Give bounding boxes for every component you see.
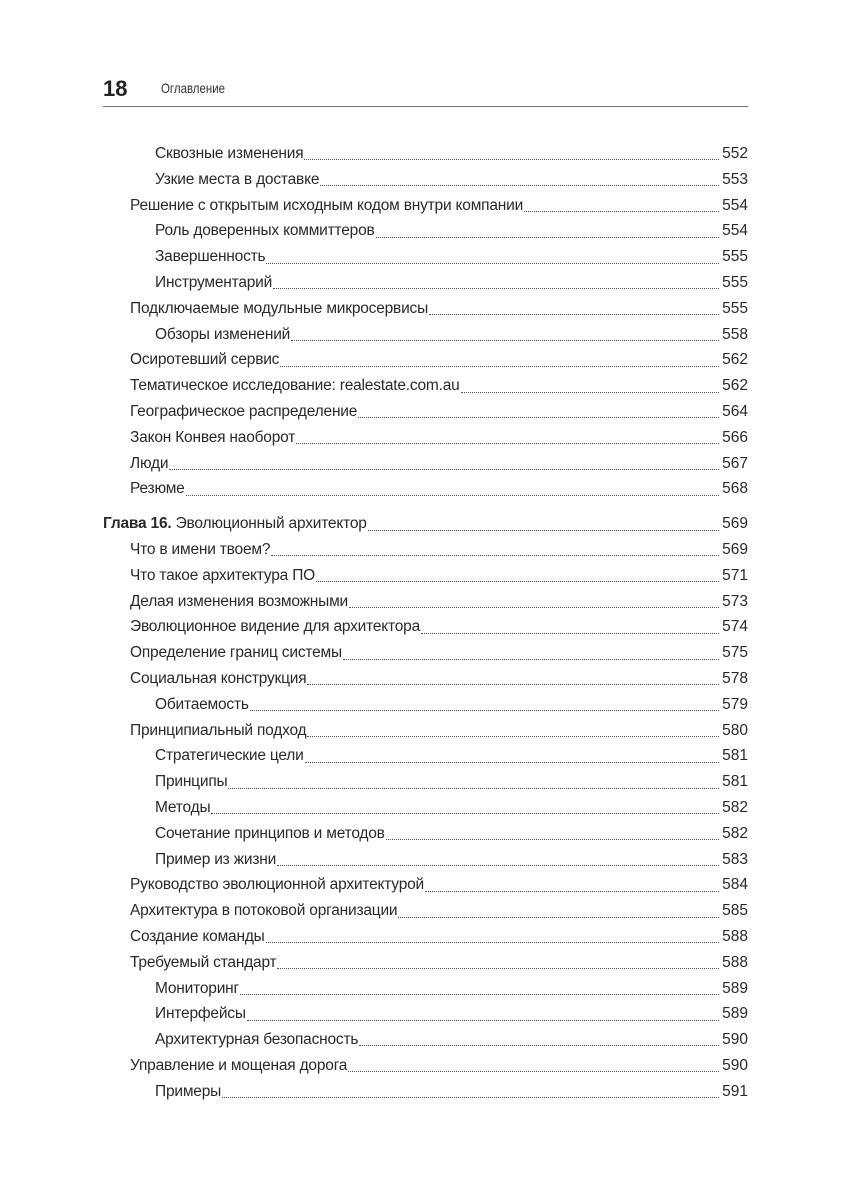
toc-entry[interactable] bbox=[103, 692, 748, 718]
toc-page-number: 553 bbox=[722, 170, 748, 188]
toc-entry-text: Руководство эволюционной архитектурой bbox=[130, 876, 424, 894]
toc-entry[interactable] bbox=[103, 872, 748, 898]
dot-leader bbox=[280, 366, 719, 367]
toc-entry-text: Требуемый стандарт bbox=[130, 953, 277, 971]
toc-entry[interactable] bbox=[103, 1027, 748, 1053]
toc-entry[interactable] bbox=[103, 476, 748, 502]
toc-entry[interactable] bbox=[103, 537, 748, 563]
toc-page-number: 582 bbox=[722, 798, 748, 816]
toc-entry-text: Обзоры изменений bbox=[155, 325, 291, 343]
toc-entry[interactable] bbox=[103, 218, 748, 244]
toc-entry[interactable] bbox=[103, 924, 748, 950]
toc-page-number: 569 bbox=[722, 515, 748, 533]
toc-entry-text: Управление и мощеная дорога bbox=[130, 1056, 348, 1074]
toc-entry-text: Узкие места в доставке bbox=[155, 170, 320, 188]
toc-page-number: 579 bbox=[722, 695, 748, 713]
toc-entry[interactable] bbox=[103, 193, 748, 219]
toc-entry[interactable] bbox=[103, 322, 748, 348]
dot-leader bbox=[348, 1071, 719, 1072]
toc-entry-title bbox=[130, 589, 348, 615]
toc-entry-title bbox=[155, 1001, 246, 1027]
dot-leader bbox=[186, 495, 719, 496]
toc-entry[interactable] bbox=[103, 167, 748, 193]
toc-entry-text: Инструментарий bbox=[155, 273, 273, 291]
dot-leader bbox=[266, 263, 719, 264]
running-title: Оглавление bbox=[161, 80, 226, 96]
toc-entry[interactable] bbox=[103, 821, 748, 847]
toc-entry[interactable] bbox=[103, 1053, 748, 1079]
toc-entry-text: Создание команды bbox=[130, 927, 265, 945]
toc-page-number: 552 bbox=[722, 145, 748, 162]
toc-entry-title bbox=[130, 296, 428, 322]
toc-entry[interactable] bbox=[103, 399, 748, 425]
toc-entry-text: Интерфейсы bbox=[155, 1005, 246, 1023]
toc-entry[interactable] bbox=[103, 666, 748, 692]
toc-entry-title bbox=[130, 614, 420, 640]
toc-entry[interactable] bbox=[103, 976, 748, 1002]
dot-leader bbox=[343, 659, 719, 660]
page-header bbox=[103, 74, 748, 107]
dot-leader bbox=[316, 581, 719, 582]
toc-entry-text: Подключаемые модульные микросервисы bbox=[130, 299, 429, 317]
toc-page-number: 575 bbox=[722, 644, 748, 662]
toc-page-number: 590 bbox=[722, 1031, 748, 1049]
toc-entry[interactable] bbox=[103, 451, 748, 477]
toc-entry-text: Закон Конвея наоборот bbox=[130, 428, 296, 446]
toc-entry-text: Сочетание принципов и методов bbox=[155, 824, 385, 842]
toc-entry-title bbox=[155, 1027, 358, 1053]
dot-leader bbox=[349, 607, 719, 608]
toc-entry[interactable] bbox=[103, 563, 748, 589]
dot-leader bbox=[307, 736, 719, 737]
toc-entry-title bbox=[130, 872, 424, 898]
toc-entry-text: Эволюционное видение для архитектора bbox=[130, 618, 421, 636]
toc-page-number: 590 bbox=[722, 1056, 748, 1074]
toc-entry[interactable] bbox=[103, 244, 748, 270]
toc-page-number: 581 bbox=[722, 747, 748, 765]
toc-entry-text: Пример из жизни bbox=[155, 850, 277, 868]
toc-entry-title bbox=[130, 373, 460, 399]
toc-entry-text: Обитаемость bbox=[155, 695, 249, 713]
dot-leader bbox=[359, 1045, 719, 1046]
toc-entry-text: Роль доверенных коммиттеров bbox=[155, 222, 375, 240]
toc-entry[interactable] bbox=[103, 950, 748, 976]
toc-page-number: 589 bbox=[722, 1005, 748, 1023]
toc-page-number: 568 bbox=[722, 480, 748, 498]
toc-entry-title bbox=[130, 950, 276, 976]
dot-leader bbox=[273, 288, 719, 289]
toc-entry-text: Резюме bbox=[130, 480, 185, 498]
dot-leader bbox=[211, 813, 719, 814]
toc-page-number: 573 bbox=[722, 592, 748, 610]
toc-entry-text: Что в имени твоем? bbox=[130, 540, 271, 558]
toc-entry-text: Решение с открытым исходным кодом внутри компании bbox=[130, 196, 524, 214]
toc-page-number: 562 bbox=[722, 351, 748, 369]
toc-page-number: 564 bbox=[722, 402, 748, 420]
toc-entry-text: Архитектура в потоковой организации bbox=[130, 902, 398, 920]
toc-entry-title bbox=[130, 399, 357, 425]
toc-entry[interactable] bbox=[103, 589, 748, 615]
toc-entry-title bbox=[130, 718, 306, 744]
dot-leader bbox=[266, 942, 719, 943]
toc-entry-title bbox=[155, 141, 303, 167]
toc-page-number: 554 bbox=[722, 196, 748, 214]
toc-entry-text: Архитектурная безопасность bbox=[155, 1031, 359, 1049]
toc-page-number: 571 bbox=[722, 566, 748, 584]
toc-chapter-entry[interactable] bbox=[103, 511, 748, 537]
toc-entry-text: Сквозные изменения bbox=[155, 145, 304, 162]
dot-leader bbox=[228, 788, 719, 789]
toc-entry-text: Эволюционный архитектор bbox=[171, 515, 367, 533]
toc-page-number: 567 bbox=[722, 454, 748, 472]
toc-page-number: 554 bbox=[722, 222, 748, 240]
toc-entry-title bbox=[155, 976, 239, 1002]
toc-page-number: 555 bbox=[722, 248, 748, 266]
toc-entry[interactable] bbox=[103, 1001, 748, 1027]
page-number: 18 bbox=[103, 76, 128, 101]
toc-entry-title bbox=[130, 563, 315, 589]
toc-page-number: 584 bbox=[722, 876, 748, 894]
toc-entry[interactable] bbox=[103, 373, 748, 399]
dot-leader bbox=[425, 891, 719, 892]
toc-entry-title bbox=[130, 640, 342, 666]
toc-entry-title bbox=[155, 1079, 221, 1105]
toc-entry-text: Тематическое исследование: realestate.com.au bbox=[130, 377, 460, 395]
toc-page-number: 578 bbox=[722, 669, 748, 687]
toc-entry-title bbox=[130, 476, 185, 502]
toc-entry-text: Принципы bbox=[155, 773, 228, 791]
toc-entry-text: Принципиальный подход bbox=[130, 721, 307, 739]
toc-entry-title bbox=[155, 821, 385, 847]
toc-entry-text: Социальная конструкция bbox=[130, 669, 307, 687]
dot-leader bbox=[169, 469, 719, 470]
dot-leader bbox=[296, 443, 719, 444]
toc-entry[interactable] bbox=[103, 640, 748, 666]
toc-entry-title bbox=[155, 322, 290, 348]
dot-leader bbox=[247, 1020, 719, 1021]
dot-leader bbox=[461, 392, 719, 393]
toc-entry-title bbox=[130, 924, 265, 950]
toc-page-number: 582 bbox=[722, 824, 748, 842]
dot-leader bbox=[398, 917, 719, 918]
toc-page-number: 583 bbox=[722, 850, 748, 868]
toc-entry[interactable] bbox=[103, 296, 748, 322]
dot-leader bbox=[304, 159, 719, 160]
toc-entry-title bbox=[155, 270, 272, 296]
dot-leader bbox=[368, 530, 719, 531]
toc-entry[interactable] bbox=[103, 1079, 748, 1105]
toc-entry-text: Географическое распределение bbox=[130, 402, 358, 420]
toc-page-number: 591 bbox=[722, 1082, 748, 1100]
toc-page-number: 569 bbox=[722, 540, 748, 558]
toc-page-number: 574 bbox=[722, 618, 748, 636]
toc-entry-title bbox=[155, 244, 265, 270]
toc-entry-title bbox=[155, 743, 304, 769]
toc-entry[interactable] bbox=[103, 743, 748, 769]
toc-entry-text: Мониторинг bbox=[155, 979, 239, 997]
toc-entry[interactable] bbox=[103, 347, 748, 373]
toc-entry[interactable] bbox=[103, 270, 748, 296]
toc-entry-title bbox=[155, 167, 319, 193]
toc-entry-text: Люди bbox=[130, 454, 169, 472]
toc-entry-title bbox=[130, 347, 279, 373]
toc-entry-title bbox=[155, 692, 249, 718]
dot-leader bbox=[524, 211, 719, 212]
toc-entry-title bbox=[130, 666, 306, 692]
toc-entry[interactable] bbox=[103, 425, 748, 451]
toc-entry[interactable] bbox=[103, 795, 748, 821]
dot-leader bbox=[307, 684, 719, 685]
toc-entry-title bbox=[155, 218, 375, 244]
table-of-contents bbox=[103, 141, 748, 1104]
toc-entry-text: Делая изменения возможными bbox=[130, 592, 349, 610]
toc-entry-text: Завершенность bbox=[155, 248, 266, 266]
toc-page-number: 558 bbox=[722, 325, 748, 343]
toc-entry-title bbox=[130, 425, 295, 451]
chapter-number: Глава 16. bbox=[103, 515, 172, 533]
toc-page-number: 589 bbox=[722, 979, 748, 997]
dot-leader bbox=[386, 839, 719, 840]
toc-entry[interactable] bbox=[103, 141, 748, 167]
toc-page-number: 581 bbox=[722, 773, 748, 791]
dot-leader bbox=[320, 185, 719, 186]
toc-entry-text: Определение границ системы bbox=[130, 644, 342, 662]
toc-entry-title bbox=[130, 451, 168, 477]
dot-leader bbox=[250, 710, 719, 711]
toc-entry-title bbox=[155, 769, 227, 795]
dot-leader bbox=[429, 314, 719, 315]
toc-entry[interactable] bbox=[103, 898, 748, 924]
dot-leader bbox=[271, 555, 719, 556]
dot-leader bbox=[277, 865, 719, 866]
toc-page-number: 588 bbox=[722, 927, 748, 945]
toc-entry-title bbox=[130, 1053, 347, 1079]
toc-entry-text: Осиротевший сервис bbox=[130, 351, 280, 369]
toc-page-number: 555 bbox=[722, 273, 748, 291]
toc-entry-text: Стратегические цели bbox=[155, 747, 304, 765]
toc-page-number: 555 bbox=[722, 299, 748, 317]
toc-entry-title bbox=[155, 847, 276, 873]
toc-entry-title bbox=[130, 537, 270, 563]
dot-leader bbox=[222, 1097, 719, 1098]
toc-entry[interactable] bbox=[103, 847, 748, 873]
toc-entry-text: Примеры bbox=[155, 1082, 222, 1100]
toc-page-number: 588 bbox=[722, 953, 748, 971]
dot-leader bbox=[421, 633, 719, 634]
toc-page-number: 585 bbox=[722, 902, 748, 920]
toc-entry-title bbox=[103, 511, 367, 537]
toc-entry-text: Что такое архитектура ПО bbox=[130, 566, 315, 584]
dot-leader bbox=[376, 237, 719, 238]
toc-entry[interactable] bbox=[103, 769, 748, 795]
toc-entry-title bbox=[130, 898, 397, 924]
toc-page-number: 562 bbox=[722, 377, 748, 395]
toc-entry-title bbox=[130, 193, 523, 219]
toc-entry[interactable] bbox=[103, 718, 748, 744]
toc-entry-text: Методы bbox=[155, 798, 211, 816]
dot-leader bbox=[305, 762, 719, 763]
dot-leader bbox=[358, 417, 719, 418]
toc-entry-title bbox=[155, 795, 210, 821]
dot-leader bbox=[277, 968, 719, 969]
toc-entry[interactable] bbox=[103, 614, 748, 640]
dot-leader bbox=[240, 994, 719, 995]
dot-leader bbox=[291, 340, 719, 341]
toc-page-number: 566 bbox=[722, 428, 748, 446]
toc-page-number: 580 bbox=[722, 721, 748, 739]
